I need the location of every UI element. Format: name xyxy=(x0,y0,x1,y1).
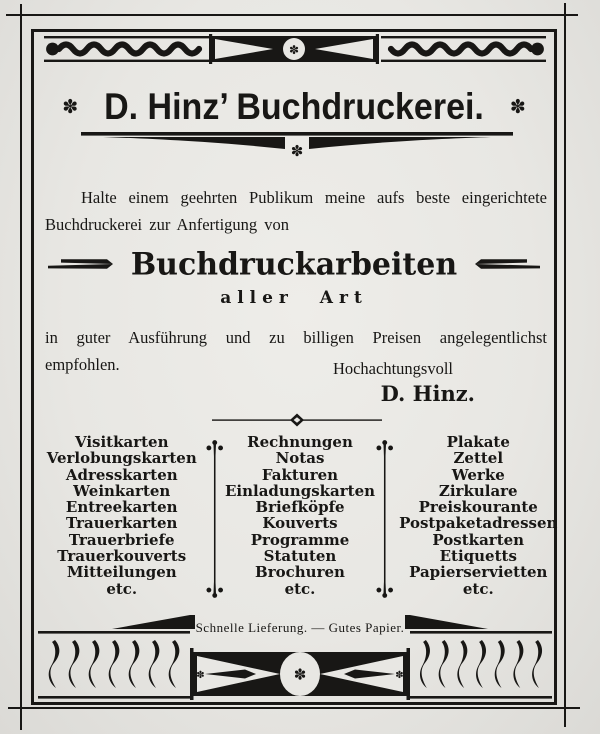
pennant-ornament-right-icon xyxy=(402,614,488,631)
closing-text: Hochachtungsvoll xyxy=(332,359,453,378)
column-divider-cross-icon xyxy=(205,436,224,602)
list-item: etc. xyxy=(106,579,138,598)
double-dash-ornament-right-icon xyxy=(471,257,541,271)
list-item: Etiquetts xyxy=(439,547,517,566)
list-item: Postpaketadressen xyxy=(399,514,558,533)
headline: Buchdruckarbeiten xyxy=(130,245,458,283)
list-item: Postkarten xyxy=(432,530,525,549)
flower-icon: ✽ xyxy=(196,670,205,681)
flame-box-ornament-left-icon xyxy=(38,631,190,701)
flower-icon: ✽ xyxy=(62,95,79,118)
list-item: Zirkulare xyxy=(438,481,518,500)
list-item: Zettel xyxy=(453,449,504,468)
flower-icon: ✽ xyxy=(288,42,300,57)
product-column-2 xyxy=(225,434,375,597)
intro-paragraph xyxy=(45,184,547,238)
list-item: Werke xyxy=(451,465,505,484)
list-item: Fakturen xyxy=(261,465,339,484)
list-item: Notas xyxy=(275,449,325,468)
list-item: Programme xyxy=(250,530,350,549)
list-item: Kouverts xyxy=(262,514,338,533)
list-item: Visitkarten xyxy=(74,433,169,451)
rope-ornament-right-icon xyxy=(381,36,546,62)
list-item: Trauerkouverts xyxy=(57,547,187,566)
footer-slogan: Schnelle Lieferung. — Gutes Papier. xyxy=(195,620,405,635)
body-line-2: empfohlen. xyxy=(45,355,120,374)
list-item: Plakate xyxy=(446,433,510,451)
product-column-1 xyxy=(38,434,205,597)
bowtie-ornament-bottom-icon xyxy=(190,648,410,700)
list-item: etc. xyxy=(462,579,494,598)
outer-frame-left-line xyxy=(20,4,22,730)
outer-frame-right-line xyxy=(564,3,566,727)
flower-icon: ✽ xyxy=(293,665,307,684)
flame-box-ornament-right-icon xyxy=(410,631,552,701)
product-columns xyxy=(38,434,562,602)
flower-icon: ✽ xyxy=(395,670,404,681)
flower-icon: ✽ xyxy=(290,142,304,160)
outer-frame-top-line xyxy=(6,14,578,16)
list-item: Mitteilungen xyxy=(66,563,177,582)
signature: D. Hinz. xyxy=(380,381,475,406)
list-item: Verlobungskarten xyxy=(46,449,197,468)
title-row xyxy=(31,84,557,130)
rope-ornament-left-icon xyxy=(44,36,209,62)
headline-row xyxy=(31,243,557,285)
list-item: Einladungskarten xyxy=(224,481,376,500)
list-item: Brochuren xyxy=(255,563,345,582)
product-column-3 xyxy=(395,434,562,597)
list-item: Papierservietten xyxy=(409,563,548,582)
diamond-divider-icon xyxy=(212,411,382,429)
flower-icon: ✽ xyxy=(509,95,526,118)
column-divider-cross-icon xyxy=(375,436,394,602)
list-item: Preiskourante xyxy=(418,498,538,517)
list-item: Adresskarten xyxy=(65,465,178,484)
list-item: Rechnungen xyxy=(247,433,353,451)
title-underline-ornament-icon xyxy=(75,130,519,162)
bowtie-ornament-top-icon xyxy=(209,34,379,64)
intro-line-2: Buchdruckerei zur Anfertigung von xyxy=(45,215,290,234)
double-dash-ornament-left-icon xyxy=(47,257,117,271)
page-title: D. Hinz’ Buchdruckerei. xyxy=(104,85,484,127)
list-item: Weinkarten xyxy=(73,481,171,500)
body-line-1: in guter Ausführung und zu billigen Preisen angelegentlichst xyxy=(45,328,547,347)
list-item: etc. xyxy=(284,579,316,598)
list-item: Trauerbriefe xyxy=(68,530,175,549)
outer-frame-bottom-line xyxy=(8,707,580,709)
list-item: Briefköpfe xyxy=(255,498,345,517)
list-item: Statuten xyxy=(263,547,337,566)
subheadline: aller Art xyxy=(220,288,368,308)
list-item: Trauerkarten xyxy=(66,514,178,533)
pennant-ornament-left-icon xyxy=(112,614,198,631)
list-item: Entreekarten xyxy=(65,498,178,517)
intro-line-1: Halte einem geehrten Publikum meine aufs beste eingerichtete xyxy=(81,188,547,207)
